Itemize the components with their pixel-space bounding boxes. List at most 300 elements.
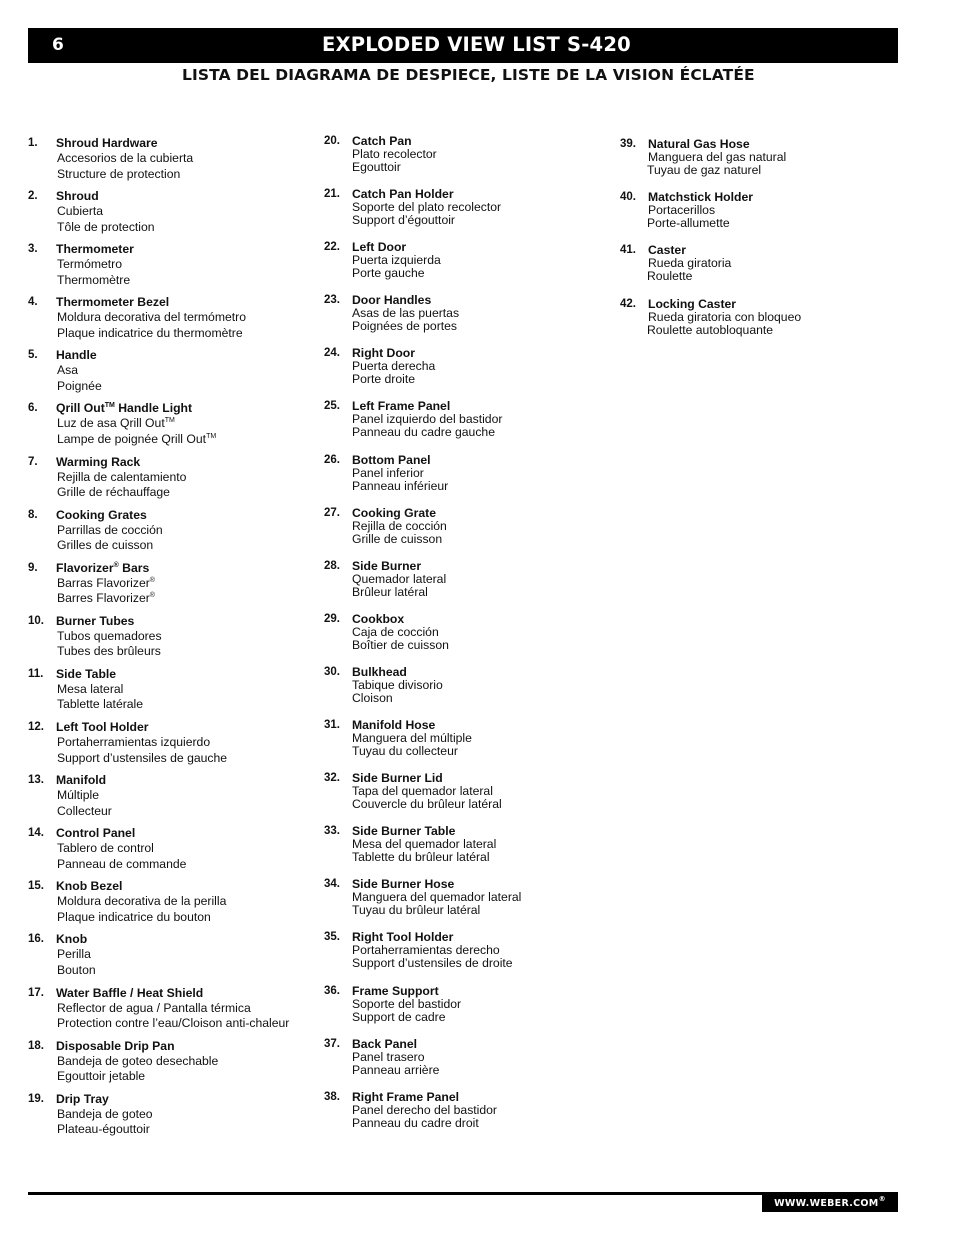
- part-name-es-text: Cubierta: [57, 204, 104, 219]
- part-item: [324, 985, 614, 1038]
- part-name-fr: [56, 1069, 318, 1085]
- part-name-fr: [56, 644, 318, 660]
- part-number: 14.: [28, 827, 44, 840]
- part-name-es-text: Barras Flavorizer: [57, 575, 150, 590]
- part-number: 21.: [324, 188, 340, 201]
- part-item: [324, 1038, 614, 1091]
- part-name-fr-text: Grilles de cuisson: [57, 538, 154, 553]
- part-number: 23.: [324, 294, 340, 307]
- parts-column-3: [620, 138, 910, 351]
- part-name-fr-text: Support de cadre: [352, 1009, 446, 1024]
- part-number: 5.: [28, 349, 38, 362]
- part-number: 26.: [324, 453, 340, 466]
- part-name-fr-text: Tuyau du brûleur latéral: [352, 903, 481, 918]
- part-name-fr-text: Porte droite: [352, 372, 416, 387]
- part-name-fr: [352, 533, 614, 546]
- part-number: 4.: [28, 296, 38, 309]
- part-name-es: [56, 1001, 318, 1017]
- part-name-es-text: Múltiple: [57, 788, 99, 803]
- part-name-en-text: Knob Bezel: [56, 879, 123, 894]
- part-item: [324, 1091, 614, 1144]
- part-name-en-text: Catch Pan Holder: [352, 187, 454, 202]
- part-name-fr-text: Plateau-égouttoir: [57, 1122, 150, 1137]
- part-name-fr-text: Panneau inférieur: [352, 478, 449, 493]
- part-number: 35.: [324, 931, 340, 944]
- part-name-es-text: Portacerillos: [648, 203, 716, 218]
- part-name-en-text: Caster: [648, 243, 686, 258]
- part-number: 8.: [28, 508, 38, 521]
- part-name-fr: [647, 217, 910, 230]
- part-name-fr: [56, 273, 318, 289]
- part-name-es-text: Parrillas de cocción: [57, 522, 163, 537]
- part-name-fr-text: Egouttoir jetable: [57, 1069, 146, 1084]
- part-number: 42.: [620, 297, 636, 310]
- part-number: 37.: [324, 1037, 340, 1050]
- part-name-fr-text: Egouttoir: [352, 160, 401, 174]
- part-item: [620, 298, 910, 351]
- part-name-en-text: Warming Rack: [56, 454, 141, 469]
- part-name-es-text: Mesa del quemador lateral: [352, 837, 497, 852]
- part-name-fr-text: Support d’ustensiles de gauche: [57, 750, 228, 765]
- part-item: [28, 242, 318, 295]
- part-item: [28, 826, 318, 879]
- part-name-en-text: Side Burner Table: [352, 824, 456, 839]
- part-name-es: [56, 629, 318, 645]
- part-name-fr-text: Support d’égouttoir: [352, 213, 455, 228]
- part-name-es-text: Panel derecho del bastidor: [352, 1102, 497, 1117]
- part-number: 19.: [28, 1092, 44, 1105]
- part-name-fr: [352, 373, 614, 386]
- part-name-es-text: Rejilla de calentamiento: [57, 469, 187, 484]
- part-name-es: [56, 151, 318, 167]
- part-number: 9.: [28, 561, 38, 574]
- part-name-fr: [56, 804, 318, 820]
- part-item: [28, 348, 318, 401]
- part-item: [28, 401, 318, 454]
- trademark-mark: TM: [164, 417, 175, 425]
- part-name-fr-text: Porte-allumette: [647, 216, 730, 231]
- part-item: [28, 879, 318, 932]
- part-name-es: [56, 576, 318, 592]
- part-name-en-text: Left Tool Holder: [56, 720, 149, 735]
- part-number: 3.: [28, 243, 38, 256]
- part-number: 40.: [620, 191, 636, 204]
- part-name-fr-text: Tuyau du collecteur: [352, 744, 458, 759]
- part-name-en-text: Bottom Panel: [352, 452, 431, 467]
- trademark-mark: TM: [206, 432, 217, 440]
- part-name-es-text: Soporte del plato recolector: [352, 200, 502, 215]
- part-name-en: [56, 932, 318, 947]
- part-name-es-text: Panel inferior: [352, 465, 424, 480]
- part-name-fr-text: Couvercle du brûleur latéral: [352, 797, 502, 812]
- part-name-es-text: Soporte del bastidor: [352, 996, 462, 1011]
- part-number: 28.: [324, 559, 340, 572]
- part-number: 2.: [28, 190, 38, 203]
- part-name-fr: [352, 692, 614, 705]
- part-item: [324, 241, 614, 294]
- part-name-es: [56, 363, 318, 379]
- part-name-en-text: Thermometer Bezel: [56, 295, 170, 310]
- part-name-es-text: Portaherramientas izquierdo: [57, 735, 211, 750]
- part-name-en: [56, 189, 318, 204]
- part-name-es: [56, 947, 318, 963]
- part-name-es-text: Manguera del quemador lateral: [352, 890, 522, 905]
- part-item: [324, 772, 614, 825]
- part-number: 29.: [324, 612, 340, 625]
- part-name-en: [56, 348, 318, 363]
- website-registered-mark: ®: [878, 1195, 886, 1203]
- part-name-en-text: Side Burner Hose: [352, 877, 455, 892]
- part-number: 6.: [28, 402, 38, 415]
- part-item: [28, 667, 318, 720]
- part-item: [28, 932, 318, 985]
- part-name-en-text: Water Baffle / Heat Shield: [56, 985, 204, 1000]
- part-name-en-text: Burner Tubes: [56, 613, 135, 628]
- part-name-es: [56, 841, 318, 857]
- part-name-en: [56, 1092, 318, 1107]
- part-name-fr-text: Roulette autobloquante: [647, 322, 774, 337]
- part-name-es-text: Panel izquierdo del bastidor: [352, 412, 503, 427]
- part-name-en-text: Side Table: [56, 666, 117, 681]
- part-name-fr-text: Grille de cuisson: [352, 531, 443, 546]
- header-bar: [28, 28, 898, 63]
- part-name-en-text: Left Frame Panel: [352, 399, 451, 414]
- part-name-fr: [56, 591, 318, 607]
- part-item: [324, 560, 614, 613]
- part-name-en-text: Manifold Hose: [352, 718, 436, 733]
- part-name-fr: [352, 1011, 614, 1024]
- part-name-es-text: Asa: [57, 363, 79, 378]
- part-name-fr: [352, 426, 614, 439]
- part-number: 39.: [620, 138, 636, 150]
- part-name-en-text: Control Panel: [56, 826, 136, 841]
- part-item: [28, 136, 318, 189]
- part-name-en-text: Side Burner: [352, 558, 422, 573]
- part-name-en: [56, 879, 318, 894]
- part-name-es: [56, 682, 318, 698]
- part-name-en-text: Cooking Grate: [352, 505, 436, 520]
- trademark-mark: ®: [113, 561, 119, 569]
- part-name-fr: [647, 164, 910, 177]
- page-subtitle: LISTA DEL DIAGRAMA DE DESPIECE, LISTE DE LA VISION ÉCLATÉE: [182, 66, 755, 84]
- part-number: 10.: [28, 614, 44, 627]
- parts-column-1: [28, 136, 318, 1145]
- part-name-es-text: Reflector de agua / Pantalla térmica: [57, 1000, 251, 1015]
- part-name-en-suffix: Bars: [118, 560, 150, 575]
- part-item: [28, 1092, 318, 1145]
- part-item: [28, 720, 318, 773]
- part-name-es: [56, 735, 318, 751]
- footer-website: [762, 1195, 898, 1212]
- parts-column-2: [324, 135, 614, 1144]
- part-number: 24.: [324, 347, 340, 360]
- part-name-fr: [56, 485, 318, 501]
- part-name-es-text: Termómetro: [57, 257, 123, 272]
- part-name-fr-text: Brûleur latéral: [352, 584, 428, 599]
- part-name-es-text: Tabique divisorio: [352, 677, 443, 692]
- page-number: 6: [52, 35, 64, 55]
- part-name-fr-text: Protection contre l’eau/Cloison anti-chaleur: [57, 1016, 290, 1030]
- part-item: [28, 295, 318, 348]
- part-item: [620, 138, 910, 191]
- part-item: [28, 1039, 318, 1092]
- part-name-fr-text: Boîtier de cuisson: [352, 637, 449, 652]
- part-name-en-text: Qrill Out: [56, 401, 105, 416]
- part-name-es-text: Perilla: [57, 947, 91, 962]
- part-number: 25.: [324, 400, 340, 413]
- part-name-fr: [352, 320, 614, 333]
- part-name-fr-text: Plaque indicatrice du thermomètre: [57, 325, 243, 340]
- part-name-fr: [352, 214, 614, 227]
- part-name-en-text: Frame Support: [352, 983, 439, 998]
- part-item: [324, 454, 614, 507]
- part-name-fr-text: Collecteur: [57, 803, 112, 818]
- part-name-fr-text: Barres Flavorizer: [57, 591, 150, 606]
- part-name-en-text: Right Tool Holder: [352, 930, 454, 945]
- part-name-es: [56, 523, 318, 539]
- part-name-fr: [56, 432, 318, 448]
- part-name-en: [56, 561, 318, 576]
- part-name-fr-text: Poignées de portes: [352, 319, 458, 334]
- part-name-fr-text: Tablette du brûleur latéral: [352, 850, 490, 865]
- part-name-en-text: Right Frame Panel: [352, 1089, 460, 1104]
- part-name-en-text: Locking Caster: [648, 296, 737, 311]
- part-name-en: [56, 614, 318, 629]
- part-number: 17.: [28, 986, 44, 999]
- part-name-en: [56, 401, 318, 416]
- part-name-en-text: Thermometer: [56, 242, 134, 257]
- part-name-fr: [56, 910, 318, 926]
- part-name-fr: [56, 697, 318, 713]
- part-name-fr: [56, 379, 318, 395]
- part-item: [324, 666, 614, 719]
- part-name-es-text: Bandeja de goteo desechable: [57, 1053, 219, 1068]
- part-item: [620, 244, 910, 297]
- part-name-es-text: Rueda giratoria con bloqueo: [648, 309, 802, 324]
- part-number: 16.: [28, 933, 44, 946]
- part-name-es-text: Puerta derecha: [352, 359, 436, 374]
- part-name-fr: [56, 538, 318, 554]
- part-name-fr: [352, 586, 614, 599]
- part-name-es-text: Luz de asa Qrill Out: [57, 416, 165, 431]
- part-item: [28, 773, 318, 826]
- part-name-fr-text: Thermomètre: [57, 272, 131, 287]
- part-name-fr-text: Plaque indicatrice du bouton: [57, 909, 211, 924]
- part-name-fr-text: Structure de protection: [57, 166, 181, 181]
- part-name-fr: [352, 1117, 614, 1130]
- part-name-fr-text: Panneau du cadre droit: [352, 1115, 479, 1130]
- part-item: [324, 294, 614, 347]
- part-item: [620, 191, 910, 244]
- part-name-en-text: Catch Pan: [352, 134, 412, 148]
- part-name-en-text: Matchstick Holder: [648, 190, 753, 205]
- part-name-fr: [56, 220, 318, 236]
- part-name-fr: [56, 1122, 318, 1138]
- part-name-en-text: Natural Gas Hose: [648, 137, 750, 151]
- part-name-es: [56, 257, 318, 273]
- part-name-es-text: Rejilla de cocción: [352, 518, 447, 533]
- part-number: 18.: [28, 1039, 44, 1052]
- part-name-fr: [352, 161, 614, 174]
- part-name-en: [56, 455, 318, 470]
- part-name-en-text: Flavorizer: [56, 560, 114, 575]
- part-name-es: [56, 1054, 318, 1070]
- website-label: WWW.WEBER.COM: [774, 1198, 879, 1209]
- part-name-fr: [352, 480, 614, 493]
- part-name-en-text: Right Door: [352, 346, 415, 361]
- part-name-en: [56, 720, 318, 735]
- part-number: 12.: [28, 721, 44, 734]
- part-item: [28, 189, 318, 242]
- part-name-fr-text: Poignée: [57, 378, 102, 393]
- part-name-fr: [56, 326, 318, 342]
- part-name-es-text: Manguera del múltiple: [352, 731, 472, 746]
- part-name-en: [56, 826, 318, 841]
- part-name-en-text: Cookbox: [352, 611, 405, 626]
- part-name-fr: [647, 270, 910, 283]
- part-name-es-text: Bandeja de goteo: [57, 1106, 153, 1121]
- part-number: 38.: [324, 1090, 340, 1103]
- trademark-mark: ®: [149, 592, 155, 600]
- part-name-fr-text: Panneau de commande: [57, 856, 187, 871]
- part-name-es: [56, 788, 318, 804]
- part-name-en-text: Back Panel: [352, 1036, 418, 1051]
- part-item: [28, 986, 318, 1039]
- part-name-es-text: Manguera del gas natural: [648, 150, 787, 164]
- part-name-fr-text: Grille de réchauffage: [57, 485, 170, 500]
- part-name-fr-text: Panneau arrière: [352, 1062, 440, 1077]
- part-name-es: [56, 470, 318, 486]
- part-name-fr: [56, 963, 318, 979]
- part-name-en-text: Disposable Drip Pan: [56, 1038, 175, 1053]
- part-item: [324, 931, 614, 984]
- part-name-en-text: Door Handles: [352, 293, 432, 308]
- part-item: [28, 508, 318, 561]
- part-name-fr-text: Panneau du cadre gauche: [352, 425, 495, 440]
- part-name-en-suffix: Handle Light: [114, 401, 193, 416]
- part-item: [324, 400, 614, 453]
- part-item: [324, 613, 614, 666]
- part-name-fr: [352, 851, 614, 864]
- part-name-en: [56, 508, 318, 523]
- part-item: [28, 614, 318, 667]
- part-name-es-text: Moldura decorativa del termómetro: [57, 310, 246, 325]
- part-number: 1.: [28, 137, 38, 149]
- part-name-es-text: Mesa lateral: [57, 681, 124, 696]
- part-name-es-text: Plato recolector: [352, 147, 437, 161]
- part-name-fr: [56, 167, 318, 183]
- part-name-fr: [352, 639, 614, 652]
- part-name-es: [56, 204, 318, 220]
- part-name-es-text: Caja de cocción: [352, 624, 439, 639]
- part-number: 33.: [324, 825, 340, 838]
- part-number: 20.: [324, 135, 340, 147]
- part-number: 30.: [324, 665, 340, 678]
- part-name-es: [56, 894, 318, 910]
- part-name-fr: [352, 1064, 614, 1077]
- part-name-fr: [352, 957, 614, 970]
- part-item: [324, 719, 614, 772]
- part-name-en-text: Handle: [56, 348, 97, 363]
- part-name-fr: [647, 324, 910, 337]
- part-name-fr: [56, 751, 318, 767]
- part-item: [324, 825, 614, 878]
- part-item: [324, 507, 614, 560]
- part-name-fr: [56, 857, 318, 873]
- part-name-en: [56, 667, 318, 682]
- part-number: 15.: [28, 880, 44, 893]
- part-name-fr-text: Bouton: [57, 962, 96, 977]
- part-name-en-text: Left Door: [352, 240, 407, 255]
- part-number: 31.: [324, 719, 340, 732]
- part-name-fr-text: Tôle de protection: [57, 219, 155, 234]
- part-item: [28, 561, 318, 614]
- part-name-es-text: Tubos quemadores: [57, 628, 162, 643]
- part-number: 34.: [324, 878, 340, 891]
- part-name-fr: [352, 798, 614, 811]
- part-name-en-text: Side Burner Lid: [352, 771, 443, 786]
- part-name-en: [56, 295, 318, 310]
- part-name-fr-text: Tablette latérale: [57, 697, 144, 712]
- part-name-en: [56, 136, 318, 151]
- part-name-fr-text: Lampe de poignée Qrill Out: [57, 431, 207, 446]
- page-title: EXPLODED VIEW LIST S-420: [322, 33, 631, 56]
- part-item: [324, 878, 614, 931]
- part-number: 11.: [28, 667, 44, 680]
- part-number: 41.: [620, 244, 636, 257]
- part-name-fr-text: Tubes des brûleurs: [57, 644, 161, 659]
- part-name-en-text: Manifold: [56, 773, 107, 788]
- part-name-fr: [56, 1016, 318, 1032]
- trademark-mark: TM: [104, 402, 115, 410]
- part-name-en-text: Cooking Grates: [56, 507, 147, 522]
- part-number: 13.: [28, 774, 44, 787]
- part-name-fr: [352, 267, 614, 280]
- part-item: [28, 455, 318, 508]
- part-name-en: [56, 1039, 318, 1054]
- part-name-fr-text: Porte gauche: [352, 266, 425, 281]
- part-name-en-text: Bulkhead: [352, 664, 407, 679]
- part-item: [324, 135, 614, 188]
- part-name-fr: [352, 904, 614, 917]
- part-name-es-text: Moldura decorativa de la perilla: [57, 894, 227, 909]
- part-name-es-text: Portaherramientas derecho: [352, 943, 500, 958]
- part-name-es: [56, 416, 318, 432]
- part-name-en-text: Shroud: [56, 189, 99, 204]
- part-name-fr-text: Roulette: [647, 269, 693, 284]
- part-name-es-text: Puerta izquierda: [352, 253, 441, 268]
- part-name-fr-text: Support d’ustensiles de droite: [352, 956, 513, 971]
- part-number: 36.: [324, 984, 340, 997]
- part-name-fr-text: Cloison: [352, 690, 393, 705]
- part-number: 32.: [324, 772, 340, 785]
- trademark-mark: ®: [149, 576, 155, 584]
- part-name-fr: [352, 745, 614, 758]
- part-name-es-text: Rueda giratoria: [648, 256, 732, 271]
- part-name-es: [56, 1107, 318, 1123]
- part-name-en: [56, 986, 318, 1001]
- part-name-es: [56, 310, 318, 326]
- part-name-en: [56, 773, 318, 788]
- part-item: [324, 188, 614, 241]
- part-name-es-text: Quemador lateral: [352, 571, 447, 586]
- part-name-es-text: Tablero de control: [57, 841, 154, 856]
- part-name-es-text: Panel trasero: [352, 1049, 425, 1064]
- part-name-es-text: Tapa del quemador lateral: [352, 784, 493, 799]
- part-item: [324, 347, 614, 400]
- part-number: 27.: [324, 506, 340, 519]
- part-name-en-text: Shroud Hardware: [56, 136, 158, 150]
